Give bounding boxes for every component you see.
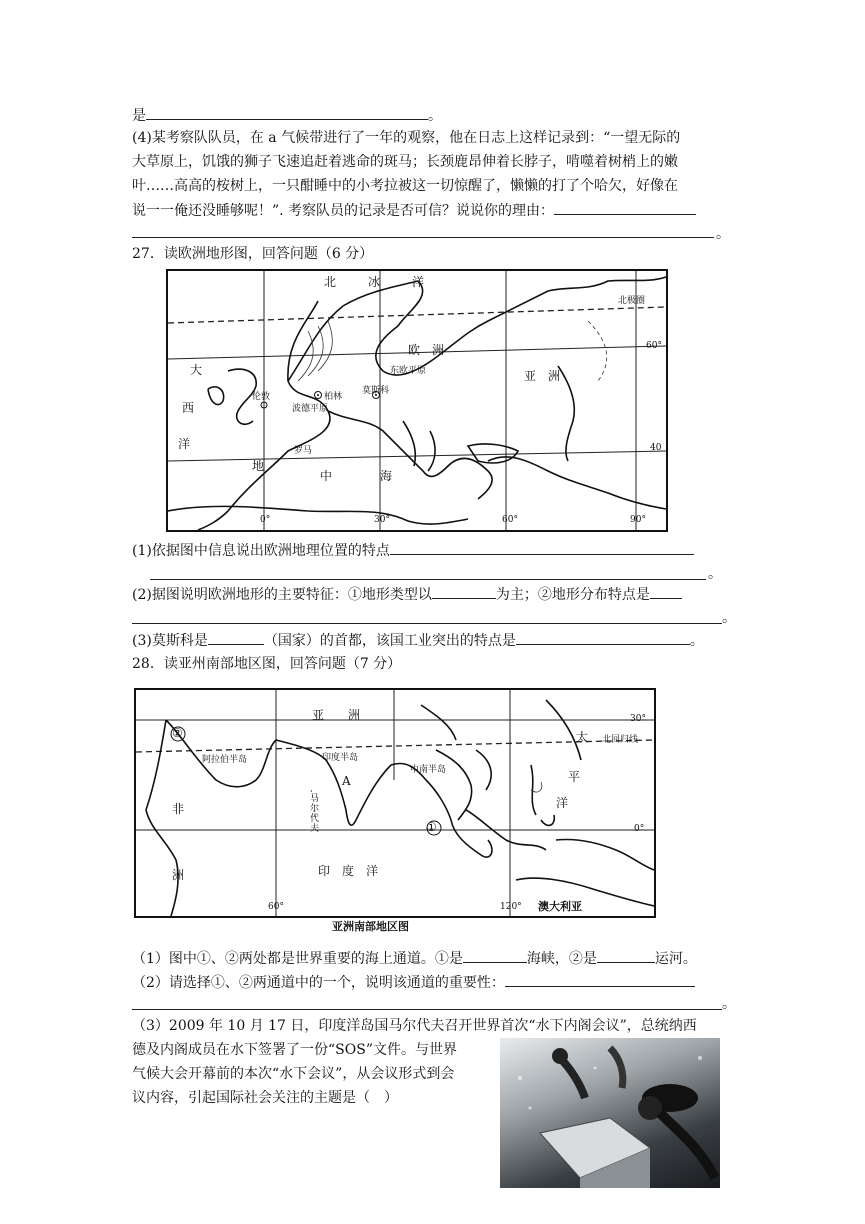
answer-blank[interactable] [516,630,690,645]
label-indochina-peninsula: 中南半岛 [410,765,447,775]
label-lon-90: 90° [630,515,646,525]
label-europe: 欧 洲 [408,343,445,357]
question-28-title: 28．读亚州南部地区图，回答问题（7 分） [132,656,402,672]
label-rome: 罗马 [294,446,313,456]
label-lon-30: 30° [374,515,390,525]
answer-line-26-3: 是 。 [132,105,442,126]
question-28-3-line3: 气候大会开幕前的本次“水下会议”，从会议形式到会 [132,1066,455,1082]
label-lon-60: 60° [268,902,284,912]
question-28-3-line4: 议内容，引起国际社会关注的主题是（ ） [132,1090,398,1106]
label-mediterranean-2: 中 [320,469,333,483]
label-moscow: 莫斯科 [362,386,390,396]
label-arctic-ocean-2: 冰 [368,275,381,289]
question-28-3-line2: 德及内阁成员在水下签署了一份“SOS”文件。与世界 [132,1042,457,1058]
label-africa-2: 洲 [172,868,185,882]
question-27-2: (2)据图说明欧洲地形的主要特征：①地形类型以 为主；②地形分布特点是 [132,584,682,605]
label-pacific-2: 平 [568,770,581,784]
label-pacific-1: 太 [576,730,589,744]
label-indian-peninsula: 印度半岛 [322,753,359,763]
question-26-4-line1: (4)某考察队队员，在 a 气候带进行了一年的观察，他在日志上这样记录到：“一望无际的 [132,130,681,146]
answer-rule[interactable] [132,622,722,624]
answer-blank[interactable] [650,584,682,599]
answer-rule[interactable] [132,1008,722,1010]
answer-rule[interactable] [150,578,706,580]
answer-blank[interactable] [554,200,696,215]
answer-blank[interactable] [463,948,527,963]
answer-blank[interactable] [390,540,694,555]
question-26-4-line4: 说一一俺还没睡够呢！”. 考察队员的记录是否可信？说说你的理由： [132,200,696,221]
europe-terrain-map [166,269,668,532]
label-maldives: 马尔代夫 [310,794,320,834]
label-lat-0: 0° [634,824,645,834]
divers-image [500,1038,720,1188]
answer-rule[interactable] [132,236,714,238]
label-lat-40: 40 [650,443,662,453]
label-arabian-peninsula: 阿拉伯半岛 [202,755,248,765]
label-tropic-of-cancer: 北回归线 [602,735,639,745]
label-atlantic-1: 大 [190,363,203,377]
label-africa-1: 非 [172,802,185,816]
answer-blank[interactable] [505,972,695,987]
question-28-3-line1: （3）2009 年 10 月 17 日，印度洋岛国马尔代夫召开世界首次“水下内阁会议”，总统纳西 [132,1018,697,1034]
label-mediterranean-1: 地 [252,459,265,473]
answer-blank[interactable] [146,105,428,120]
label-asia: 亚 洲 [312,708,361,722]
answer-blank[interactable] [432,584,496,599]
label-east-european-plain: 东欧平原 [390,366,427,376]
label-lat-30: 30° [630,714,646,724]
label-australia: 澳大利亚 [538,900,582,913]
label-malacca-marker: ① [426,820,437,834]
underwater-cabinet-meeting-photo [500,1038,720,1188]
europe-map-graphic [168,271,666,530]
question-26-4-line3: 叶……高高的桉树上，一只酣睡中的小考拉被这一切惊醒了，懒懒的打了个哈欠，好像在 [132,178,678,194]
label-north-european-plain: 波德平原 [292,404,329,414]
label-lon-0: 0° [260,515,271,525]
label-arctic-ocean-3: 洋 [412,275,425,289]
answer-blank[interactable] [597,948,655,963]
label-pacific-3: 洋 [556,796,569,810]
label-lat-60: 60° [646,341,662,351]
question-26-4-line2: 大草原上，饥饿的狮子飞速追赶着逃命的斑马；长颈鹿昂伸着长脖子，啃噬着树梢上的嫩 [132,154,678,170]
south-asia-map [134,688,656,918]
question-27-title: 27．读欧洲地形图，回答问题（6 分） [132,246,374,262]
label-berlin: 柏林 [324,392,343,402]
label-suez-marker: ② [172,726,183,740]
map-caption: 亚洲南部地区图 [332,920,409,933]
label-lon-120: 120° [500,902,522,912]
label-asia: 亚 洲 [524,369,561,383]
label-a: A [342,774,351,788]
label-lon-60: 60° [502,515,518,525]
question-28-1: （1）图中①、②两处都是世界重要的海上通道。①是 海峡，②是 运河。 [132,948,697,969]
label-indian-ocean: 印 度 洋 [318,864,379,878]
label-arctic-ocean-1: 北 [324,275,337,289]
question-28-2: （2）请选择①、②两通道中的一个，说明该通道的重要性： [132,972,695,993]
question-27-3: (3)莫斯科是 （国家）的首都，该国工业突出的特点是 。 [132,630,704,651]
label-arctic-circle: 北极圈 [618,296,646,306]
label-mediterranean-3: 海 [380,469,393,483]
south-asia-map-graphic [136,690,654,916]
label-london: 伦敦 [252,392,271,402]
question-27-1: (1)依据图中信息说出欧洲地理位置的特点 [132,540,694,561]
label-atlantic-2: 西 [182,401,195,415]
label-atlantic-3: 洋 [178,437,191,451]
answer-blank[interactable] [208,630,264,645]
